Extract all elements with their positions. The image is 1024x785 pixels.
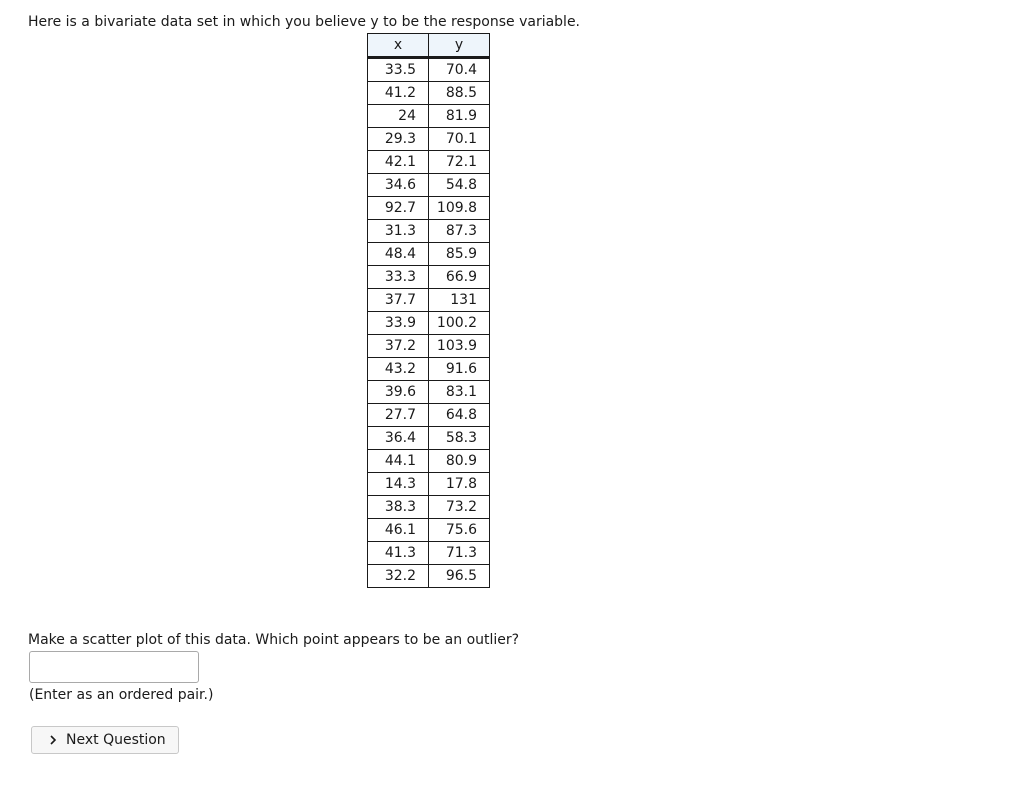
cell-y: 131 xyxy=(429,289,490,312)
problem-intro: Here is a bivariate data set in which you believe y to be the response variable. xyxy=(28,14,581,30)
cell-y: 73.2 xyxy=(429,496,490,519)
cell-y: 71.3 xyxy=(429,542,490,565)
cell-y: 70.4 xyxy=(429,58,490,82)
table-row xyxy=(368,404,490,427)
cell-y: 83.1 xyxy=(429,381,490,404)
cell-y: 17.8 xyxy=(429,473,490,496)
cell-y: 81.9 xyxy=(429,105,490,128)
table-row xyxy=(368,105,490,128)
question-text: Make a scatter plot of this data. Which point appears to be an outlier? xyxy=(28,632,520,648)
cell-x: 14.3 xyxy=(368,473,429,496)
cell-x: 44.1 xyxy=(368,450,429,473)
table-row xyxy=(368,312,490,335)
cell-x: 37.7 xyxy=(368,289,429,312)
table-row xyxy=(368,197,490,220)
table-row xyxy=(368,58,490,82)
cell-x: 36.4 xyxy=(368,427,429,450)
cell-y: 103.9 xyxy=(429,335,490,358)
cell-x: 33.3 xyxy=(368,266,429,289)
table-row xyxy=(368,128,490,151)
table-row xyxy=(368,519,490,542)
chevron-right-icon xyxy=(48,734,58,746)
cell-y: 58.3 xyxy=(429,427,490,450)
cell-x: 37.2 xyxy=(368,335,429,358)
answer-input[interactable] xyxy=(29,651,199,683)
cell-x: 33.5 xyxy=(368,58,429,82)
table-row xyxy=(368,473,490,496)
cell-x: 39.6 xyxy=(368,381,429,404)
cell-x: 33.9 xyxy=(368,312,429,335)
table-row xyxy=(368,358,490,381)
cell-y: 88.5 xyxy=(429,82,490,105)
cell-y: 54.8 xyxy=(429,174,490,197)
cell-y: 96.5 xyxy=(429,565,490,588)
table-header-row xyxy=(368,34,490,58)
table-body xyxy=(368,58,490,588)
answer-hint: (Enter as an ordered pair.) xyxy=(29,687,214,703)
table-row xyxy=(368,427,490,450)
table-row xyxy=(368,266,490,289)
header-y: y xyxy=(429,34,490,58)
table-row xyxy=(368,151,490,174)
table-row xyxy=(368,335,490,358)
cell-y: 72.1 xyxy=(429,151,490,174)
cell-y: 70.1 xyxy=(429,128,490,151)
cell-x: 31.3 xyxy=(368,220,429,243)
cell-x: 41.2 xyxy=(368,82,429,105)
cell-x: 43.2 xyxy=(368,358,429,381)
table-row xyxy=(368,174,490,197)
next-question-button[interactable] xyxy=(31,726,179,754)
table-row xyxy=(368,243,490,266)
table-row xyxy=(368,565,490,588)
cell-y: 85.9 xyxy=(429,243,490,266)
cell-x: 38.3 xyxy=(368,496,429,519)
table-row xyxy=(368,289,490,312)
cell-y: 64.8 xyxy=(429,404,490,427)
table-row xyxy=(368,542,490,565)
cell-x: 46.1 xyxy=(368,519,429,542)
cell-y: 80.9 xyxy=(429,450,490,473)
cell-x: 42.1 xyxy=(368,151,429,174)
next-question-label: Next Question xyxy=(66,732,166,748)
header-x: x xyxy=(368,34,429,58)
cell-y: 66.9 xyxy=(429,266,490,289)
cell-y: 87.3 xyxy=(429,220,490,243)
cell-x: 48.4 xyxy=(368,243,429,266)
cell-x: 34.6 xyxy=(368,174,429,197)
table-row xyxy=(368,450,490,473)
table-row xyxy=(368,82,490,105)
cell-x: 24 xyxy=(368,105,429,128)
cell-x: 92.7 xyxy=(368,197,429,220)
cell-y: 75.6 xyxy=(429,519,490,542)
cell-y: 91.6 xyxy=(429,358,490,381)
cell-x: 27.7 xyxy=(368,404,429,427)
data-table xyxy=(367,33,490,588)
table-row xyxy=(368,220,490,243)
table-row xyxy=(368,496,490,519)
cell-x: 41.3 xyxy=(368,542,429,565)
cell-y: 109.8 xyxy=(429,197,490,220)
cell-x: 29.3 xyxy=(368,128,429,151)
table-row xyxy=(368,381,490,404)
cell-x: 32.2 xyxy=(368,565,429,588)
cell-y: 100.2 xyxy=(429,312,490,335)
